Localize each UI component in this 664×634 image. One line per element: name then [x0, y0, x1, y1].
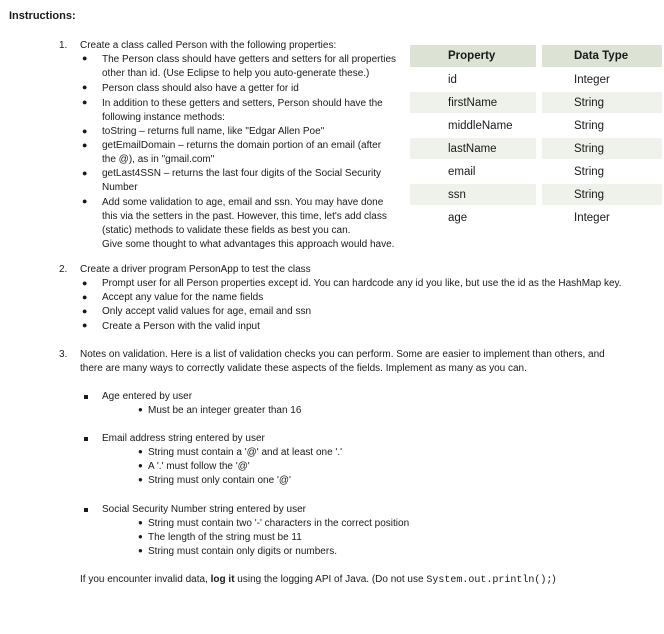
- property-table: [410, 45, 662, 230]
- square-bullet: [84, 508, 88, 512]
- bullet: ●: [82, 140, 88, 150]
- validation-check: String must only contain one '@': [148, 475, 291, 486]
- page-title: Instructions:: [9, 10, 76, 22]
- list-item: Number: [102, 182, 138, 193]
- table-header-row: [410, 45, 662, 69]
- footer-code: System.out.println();: [426, 575, 553, 586]
- square-bullet: [84, 395, 88, 399]
- list-item: following instance methods:: [102, 112, 225, 123]
- section-2-number: 2.: [59, 264, 68, 275]
- table-cell: id: [410, 69, 536, 92]
- square-bullet: [84, 437, 88, 441]
- bullet: ●: [138, 546, 143, 555]
- table-cell: firstName: [410, 92, 536, 115]
- bullet: ●: [138, 475, 143, 484]
- table-cell: Integer: [536, 69, 662, 92]
- list-item: Create a Person with the valid input: [102, 321, 260, 332]
- table-cell: lastName: [410, 138, 536, 161]
- list-item: getLast4SSN – returns the last four digits of the Social Security: [102, 168, 382, 179]
- table-row: [410, 69, 662, 92]
- table-cell: ssn: [410, 184, 536, 207]
- list-item: getEmailDomain – returns the domain portion of an email (after: [102, 140, 382, 151]
- table-row: [410, 161, 662, 184]
- list-item: Prompt user for all Person properties except id. You can hardcode any id you like, but use the id as the HashMap key.: [102, 278, 622, 289]
- section-1-intro: Create a class called Person with the following properties:: [80, 40, 337, 51]
- table-cell: age: [410, 207, 536, 230]
- table-cell: String: [536, 92, 662, 115]
- table-row: [410, 115, 662, 138]
- section-1-number: 1.: [59, 40, 68, 51]
- validation-heading-ssn: Social Security Number string entered by user: [102, 504, 306, 515]
- list-item: other than id. (Use Eclipse to help you auto-generate these.): [102, 68, 370, 79]
- table-row: [410, 184, 662, 207]
- list-item: Give some thought to what advantages this approach would have.: [102, 239, 395, 250]
- table-cell: String: [536, 184, 662, 207]
- footer-note: [80, 573, 556, 588]
- bullet: ●: [138, 447, 143, 456]
- bullet: ●: [138, 518, 143, 527]
- bullet: ●: [82, 126, 88, 136]
- list-item: Person class should also have a getter for id: [102, 83, 299, 94]
- bullet: ●: [82, 320, 88, 330]
- bullet: ●: [82, 306, 88, 316]
- table-cell: email: [410, 161, 536, 184]
- list-item: Accept any value for the name fields: [102, 292, 264, 303]
- bullet: ●: [82, 82, 88, 92]
- validation-check: The length of the string must be 11: [148, 532, 302, 543]
- validation-check: String must contain a '@' and at least one '.': [148, 447, 343, 458]
- table-cell: Integer: [536, 207, 662, 230]
- table-cell: middleName: [410, 115, 536, 138]
- table-row: [410, 207, 662, 230]
- list-item: In addition to these getters and setters, Person should have the: [102, 98, 383, 109]
- table-cell: String: [536, 115, 662, 138]
- validation-check: String must contain two '-' characters in the correct position: [148, 518, 410, 529]
- list-item: this via the setters in the past. However, this time, let's add class: [102, 211, 387, 222]
- bullet: ●: [82, 97, 88, 107]
- bullet: ●: [82, 292, 88, 302]
- section-3-intro: there are many ways to correctly validate these aspects of the fields. Implement as many as you can.: [80, 363, 527, 374]
- validation-check: Must be an integer greater than 16: [148, 405, 302, 416]
- bullet: ●: [82, 278, 88, 288]
- footer-text: ): [552, 574, 556, 585]
- column-header-property: Property: [410, 45, 536, 69]
- section-3-intro: Notes on validation. Here is a list of validation checks you can perform. Some are easier to implement than others, and: [80, 349, 605, 360]
- footer-text: If you encounter invalid data,: [80, 574, 211, 585]
- list-item: Only accept valid values for age, email and ssn: [102, 306, 311, 317]
- bullet: ●: [82, 196, 88, 206]
- list-item: toString – returns full name, like "Edgar Allen Poe": [102, 126, 325, 137]
- list-item: The Person class should have getters and setters for all properties: [102, 54, 397, 65]
- section-2-intro: Create a driver program PersonApp to test the class: [80, 264, 311, 275]
- bullet: ●: [138, 461, 143, 470]
- bullet: ●: [82, 168, 88, 178]
- table-cell: String: [536, 138, 662, 161]
- bullet: ●: [138, 532, 143, 541]
- list-item: Add some validation to age, email and ssn. You may have done: [102, 197, 384, 208]
- validation-heading-age: Age entered by user: [102, 391, 193, 402]
- table-row: [410, 92, 662, 115]
- table-cell: String: [536, 161, 662, 184]
- validation-check: String must contain only digits or numbers.: [148, 546, 337, 557]
- section-3-number: 3.: [59, 349, 68, 360]
- footer-text: using the logging API of Java. (Do not use: [234, 574, 427, 585]
- footer-bold: log it: [210, 574, 235, 585]
- validation-heading-email: Email address string entered by user: [102, 433, 265, 444]
- bullet: ●: [82, 53, 88, 63]
- validation-check: A '.' must follow the '@': [148, 461, 250, 472]
- list-item: the @), as in "gmail.com": [102, 154, 215, 165]
- list-item: (static) methods to validate these fields as best you can.: [102, 225, 351, 236]
- column-header-data-type: Data Type: [536, 45, 662, 69]
- bullet: ●: [138, 405, 143, 414]
- table-row: [410, 138, 662, 161]
